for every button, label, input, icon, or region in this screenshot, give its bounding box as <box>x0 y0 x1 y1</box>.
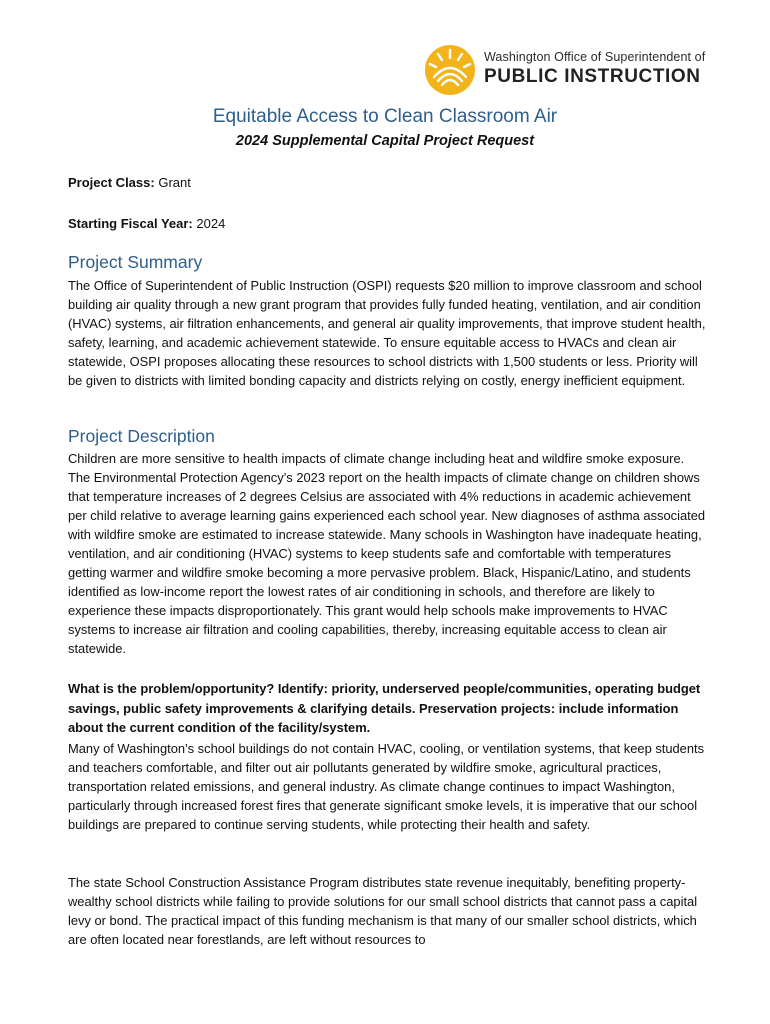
project-class-label: Project Class: <box>68 175 155 190</box>
description-heading: Project Description <box>68 426 215 446</box>
org-name-line1: Washington Office of Superintendent of <box>484 50 706 64</box>
project-class-field <box>68 175 191 190</box>
sun-rays-icon <box>424 44 476 96</box>
answer-paragraph-1: Many of Washington’s school buildings do not contain HVAC, cooling, or ventilation systems, that keep students and teachers comfortable, and filter out air pollutants generated by wildfire smoke, agricultural practices, transportation related emissions, and general industry. As climate change continues to impact Washington, particularly through increased forest fires that generate significant smoke levels, it is imperative that our school buildings are prepared to continue serving students, while protecting their health and safety. <box>68 741 705 832</box>
problem-question: What is the problem/opportunity? Identify: priority, underserved people/communities, operating budget savings, public safety improvements & clarifying details. Preservation projects: include information about the current condition of the facility/system. <box>68 681 701 735</box>
document-subtitle: 2024 Supplemental Capital Project Request <box>235 133 535 149</box>
project-class-value: Grant <box>158 175 191 190</box>
fiscal-year-label: Starting Fiscal Year: <box>68 216 193 231</box>
ospi-logo <box>424 44 714 96</box>
answer-paragraph-2: The state School Construction Assistance Program distributes state revenue inequitably, benefiting property-wealthy school districts while failing to provide solutions for our small school districts that cannot pass a capital levy or bond. The practical impact of this funding mechanism is that many of our smaller school districts, which are often located near forestlands, are left without resources to <box>68 875 698 947</box>
org-name-line2: PUBLIC INSTRUCTION <box>484 66 701 87</box>
fiscal-year-value: 2024 <box>196 216 226 231</box>
fiscal-year-field <box>68 216 225 231</box>
document-title: Equitable Access to Clean Classroom Air <box>212 106 558 127</box>
description-paragraph: Children are more sensitive to health impacts of climate change including heat and wildfire smoke exposure. The Environmental Protection Agency’s 2023 report on the health impacts of climate change on children shows that temperature increases of 2 degrees Celsius are associated with 4% reductions in academic achievement per child relative to average learning gains experienced each school year. New diagnoses of asthma associated with wildfire smoke are estimated to increase statewide. Many schools in Washington have inadequate heating, ventilation, and air conditioning (HVAC) systems to keep students safe and comfortable with temperatures getting warmer and wildfire smoke becoming a more pervasive problem. Black, Hispanic/Latino, and students identified as low-income report the lowest rates of air conditioning in schools, and therefore are likely to experience these impacts disproportionately. This grant would help schools make improvements to HVAC systems to increase air filtration and cooling capabilities, thereby, increasing equitable access to clean air statewide. <box>68 451 706 656</box>
summary-heading: Project Summary <box>68 252 203 272</box>
summary-paragraph: The Office of Superintendent of Public Instruction (OSPI) requests $20 million to improve classroom and school building air quality through a new grant program that provides fully funded heating, ventilation, and air condition (HVAC) systems, air filtration enhancements, and general air quality improvements, that improve student health, safety, learning, and academic achievement statewide. To ensure equitable access to HVACs and clean air statewide, OSPI proposes allocating these resources to school districts with 1,500 students or less. Priority will be given to districts with limited bonding capacity and districts relying on costly, energy inefficient equipment. <box>68 278 706 388</box>
